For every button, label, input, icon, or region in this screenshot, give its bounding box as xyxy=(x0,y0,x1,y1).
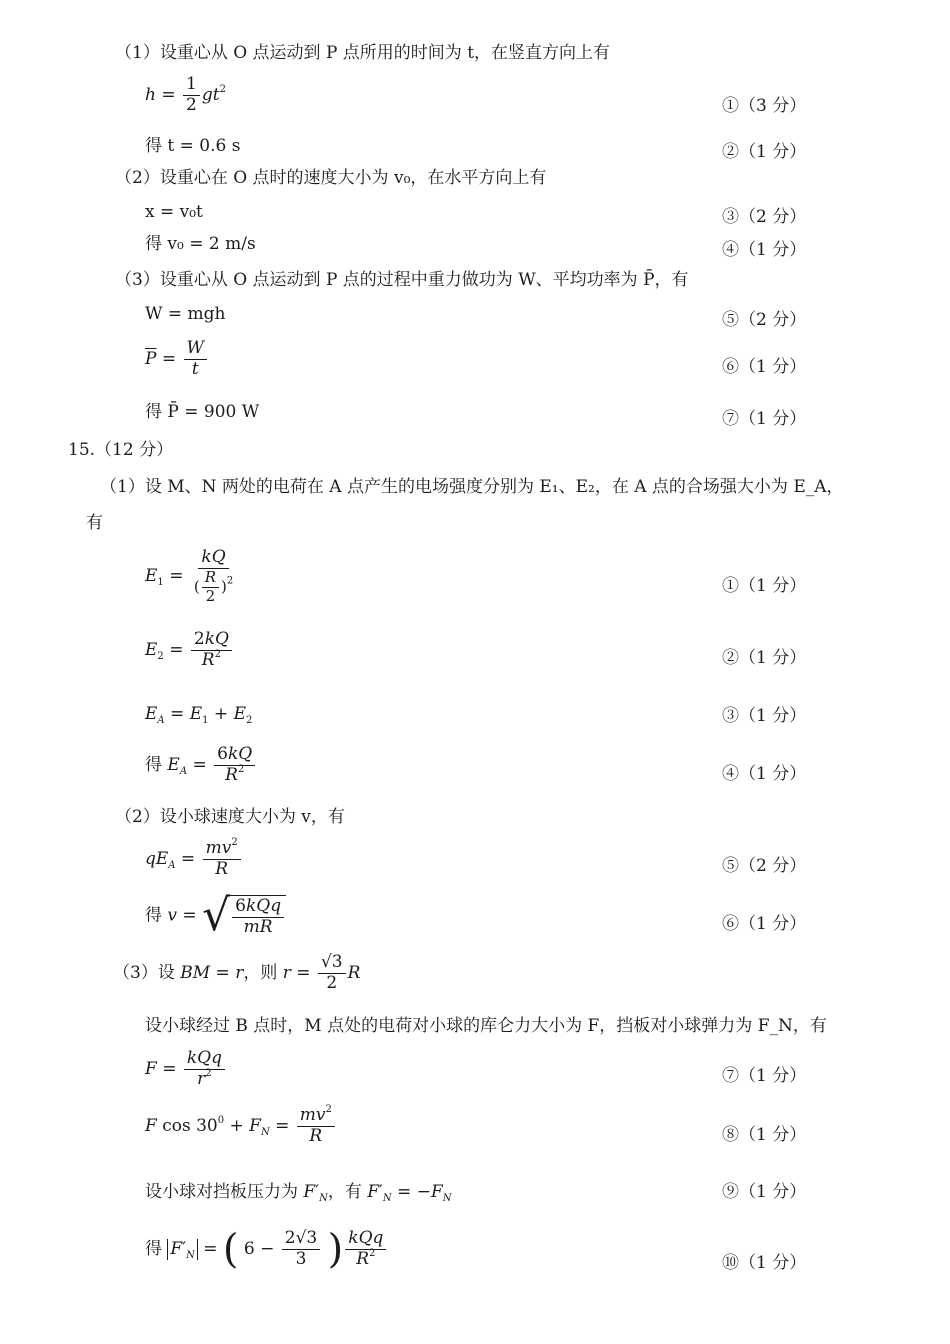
equation-x: x = v₀t xyxy=(145,202,203,222)
result-t: 得 t = 0.6 s xyxy=(145,136,241,156)
score-mark: ⑩（1 分） xyxy=(722,1253,807,1273)
q14-part1-intro: （1）设重心从 O 点运动到 P 点所用的时间为 t，在竖直方向上有 xyxy=(115,43,611,63)
result-p: 得 P̄ = 900 W xyxy=(145,402,260,422)
score-mark: ⑦（1 分） xyxy=(722,409,807,429)
q14-part2-intro: （2）设重心在 O 点时的速度大小为 v₀，在水平方向上有 xyxy=(115,168,547,188)
score-mark: ④（1 分） xyxy=(722,240,807,260)
equation-centripetal: $qE_A$ = $\frac{mv^2}{R}$ xyxy=(145,840,243,879)
score-mark: ②（1 分） xyxy=(722,648,807,668)
score-mark: ⑨（1 分） xyxy=(722,1182,807,1202)
score-mark: ⑦（1 分） xyxy=(722,1066,807,1086)
q15-part2-intro: （2）设小球速度大小为 v，有 xyxy=(115,807,345,827)
q15-part1-you: 有 xyxy=(86,513,103,533)
score-mark: ④（1 分） xyxy=(722,764,807,784)
equation-p: $\overline{P}$ = $\frac{W}{t}$ xyxy=(145,340,209,379)
result-v: 得 v = √ 6kQq mR xyxy=(145,895,286,937)
score-mark: ⑥（1 分） xyxy=(722,357,807,377)
result-fn: 得 $F'_N$ = ( 6 − $\frac{2√3}{3}$ ) kQq $R^2$ xyxy=(145,1230,388,1269)
equation-e2: $E_2$ = $\frac{2kQ}{R^2}$ xyxy=(145,631,234,670)
equation-w: W = mgh xyxy=(145,304,226,324)
equation-e1: $E_1$ = kQ ( $\frac{R}{2}$ )$^2$ xyxy=(145,547,234,605)
score-mark: ③（2 分） xyxy=(722,207,807,227)
equation-ea-sum: $E_A = E_1 + E_2$ xyxy=(145,704,253,726)
score-mark: ①（3 分） xyxy=(722,96,807,116)
score-mark: ⑤（2 分） xyxy=(722,856,807,876)
q14-part3-intro: （3）设重心从 O 点运动到 P 点的过程中重力做功为 W、平均功率为 P̄，有 xyxy=(115,270,689,290)
equation-force-balance: F $\cos 30^0 + F_N$ = $\frac{mv^2}{R}$ xyxy=(145,1107,337,1146)
score-mark: ①（1 分） xyxy=(722,576,807,596)
result-ea: 得 $E_A$ = $\frac{6kQ}{R^2}$ xyxy=(145,746,257,785)
equation-coulomb: F = kQq $r^2$ xyxy=(145,1050,227,1089)
q15-part1-intro: （1）设 M、N 两处的电荷在 A 点产生的电场强度分别为 E₁、E₂，在 A 点的合场强大小为 E_A， xyxy=(100,477,844,497)
equation-h: h = $\frac{1}{2}$ $gt^2$ xyxy=(145,74,226,115)
q15-part3-intro: （3）设 BM = r，则 r = $\frac{√3}{2}$ R xyxy=(113,952,361,993)
score-mark: ⑤（2 分） xyxy=(722,310,807,330)
q15-part3-description: 设小球经过 B 点时，M 点处的电荷对小球的库仑力大小为 F，挡板对小球弹力为 F_N，有 xyxy=(145,1016,827,1036)
q15-part3-pressure: 设小球对挡板压力为 $F'_N$，有 $F'_N = -F_N$ xyxy=(145,1182,452,1204)
score-mark: ③（1 分） xyxy=(722,706,807,726)
score-mark: ⑥（1 分） xyxy=(722,914,807,934)
score-mark: ②（1 分） xyxy=(722,142,807,162)
result-v0: 得 v₀ = 2 m/s xyxy=(145,234,256,254)
score-mark: ⑧（1 分） xyxy=(722,1125,807,1145)
q15-heading: 15.（12 分） xyxy=(68,440,174,460)
